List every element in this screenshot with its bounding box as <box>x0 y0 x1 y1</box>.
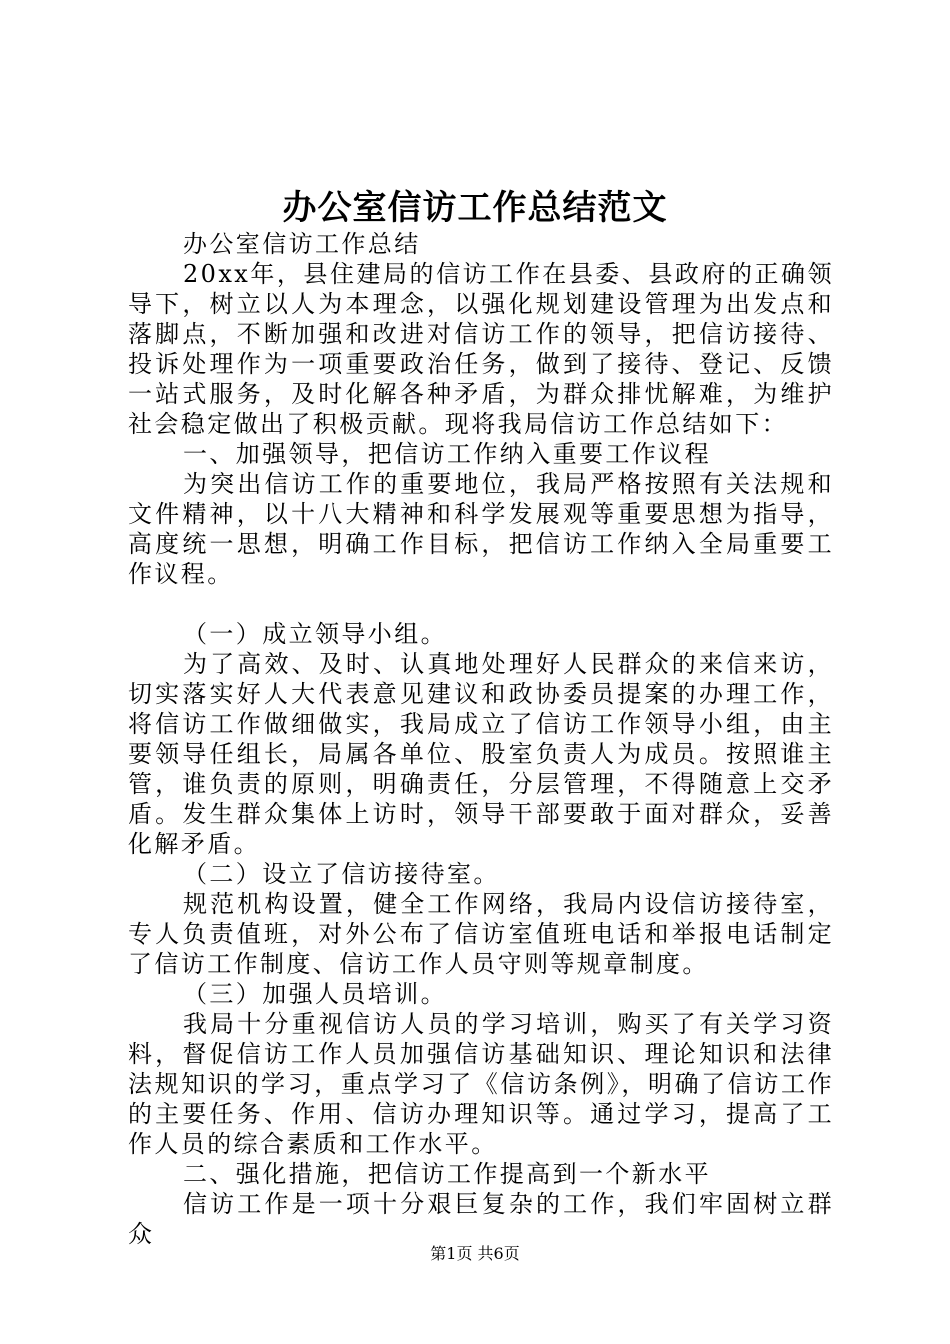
paragraph-subsection-1: 为了高效、及时、认真地处理好人民群众的来信来访，切实落实好人大代表意见建议和政协委员提案的办理工作，将信访工作做细做实，我局成立了信访工作领导小组，由主要领导任组长，局属各单位、股室负责人为成员。按照谁主管，谁负责的原则，明确责任，分层管理，不得随意上交矛盾。发生群众集体上访时，领导干部要敢于面对群众，妥善化解矛盾。 <box>128 650 834 858</box>
section-heading-1: 一、加强领导，把信访工作纳入重要工作议程 <box>183 440 711 468</box>
paragraph-intro: 20xx年，县住建局的信访工作在县委、县政府的正确领导下，树立以人为本理念，以强化规划建设管理为出发点和落脚点，不断加强和改进对信访工作的领导，把信访接待、投诉处理作为一项重要政治任务，做到了接待、登记、反馈一站式服务，及时化解各种矛盾，为群众排忧解难，为维护社会稳定做出了积极贡献。现将我局信访工作总结如下： <box>128 260 834 438</box>
paragraph-section-1: 为突出信访工作的重要地位，我局严格按照有关法规和文件精神，以十八大精神和科学发展观等重要思想为指导，高度统一思想，明确工作目标，把信访工作纳入全局重要工作议程。 <box>128 470 834 588</box>
blank-line <box>128 589 834 619</box>
paragraph-subsection-3: 我局十分重视信访人员的学习培训，购买了有关学习资料，督促信访工作人员加强信访基础知识、理论知识和法律法规知识的学习，重点学习了《信访条例》，明确了信访工作的主要任务、作用、信访办理知识等。通过学习，提高了工作人员的综合素质和工作水平。 <box>128 1010 834 1158</box>
subsection-heading-2: （二）设立了信访接待室。 <box>183 860 500 888</box>
document-body <box>128 229 834 1249</box>
paragraph-subtitle: 办公室信访工作总结 <box>183 230 421 258</box>
subsection-heading-1: （一）成立领导小组。 <box>183 620 447 648</box>
document-title: 办公室信访工作总结范文 <box>282 188 668 228</box>
paragraph-subsection-2: 规范机构设置，健全工作网络，我局内设信访接待室，专人负责值班，对外公布了信访室值班电话和举报电话制定了信访工作制度、信访工作人员守则等规章制度。 <box>128 890 834 978</box>
paragraph-section-2: 信访工作是一项十分艰巨复杂的工作，我们牢固树立群众 <box>128 1190 834 1248</box>
section-heading-2: 二、强化措施，把信访工作提高到一个新水平 <box>183 1160 711 1188</box>
subsection-heading-3: （三）加强人员培训。 <box>183 980 447 1008</box>
page-number-footer: 第1页 共6页 <box>430 1244 520 1263</box>
